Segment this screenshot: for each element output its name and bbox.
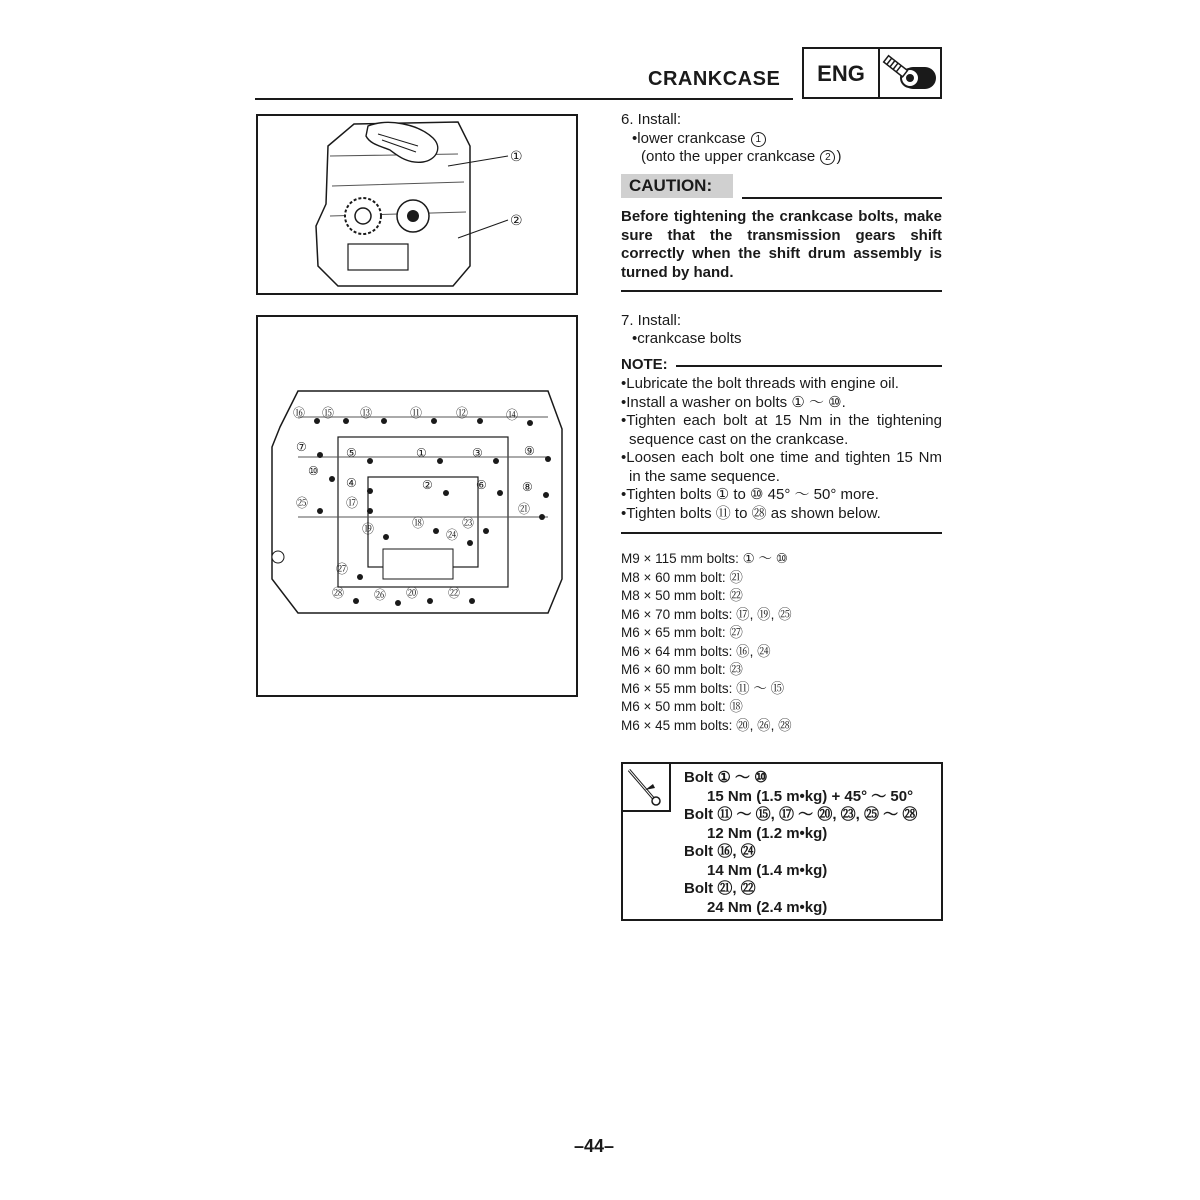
torque-value: 15 Nm (1.5 m•kg) + 45° ～ 50° — [707, 787, 914, 805]
bolt-callout: ⑳ — [406, 586, 419, 600]
ref-circle: 1 — [751, 132, 766, 147]
bolt-spec-item: M6 × 45 mm bolts: ⑳, ㉖, ㉘ — [621, 717, 792, 733]
bolt-callout: ㉑ — [518, 502, 531, 516]
caution-label: CAUTION: — [621, 174, 733, 198]
eng-badge-label: ENG — [804, 49, 880, 97]
bolt-hole-marker — [357, 574, 363, 580]
ref-circle: 2 — [820, 150, 835, 165]
bolt-hole-marker — [437, 458, 443, 464]
bolt-hole-marker — [427, 598, 433, 604]
torque-bolt-group: Bolt ⑪ ～ ⑮, ⑰ ～ ⑳, ㉓, ㉕ ～ ㉘ — [684, 806, 918, 823]
bolt-hole-marker — [395, 600, 401, 606]
bolt-hole-marker — [443, 490, 449, 496]
callout-2: ② — [510, 213, 523, 229]
bolt-hole-marker — [527, 420, 533, 426]
bolt-hole-marker — [317, 452, 323, 458]
step6-item1-text: lower crankcase — [637, 130, 746, 147]
step7-item-crankcase-bolts: •crankcase bolts — [632, 330, 742, 347]
torque-value: 12 Nm (1.2 m•kg) — [707, 824, 828, 842]
bolt-hole-marker — [314, 418, 320, 424]
torque-bolt-group: Bolt ⑯, ㉔ — [684, 843, 756, 860]
bolt-spec-item: M9 × 115 mm bolts: ① ～ ⑩ — [621, 551, 788, 566]
bolt-hole-marker — [367, 488, 373, 494]
bolt-hole-marker — [467, 540, 473, 546]
bolt-hole-marker — [431, 418, 437, 424]
note-item: •Tighten bolts ⑪ to ㉘ as shown below. — [621, 504, 881, 522]
torque-spec-lines — [684, 769, 917, 917]
bolt-hole-marker — [367, 508, 373, 514]
bolt-callout: ㉔ — [446, 528, 459, 542]
bolt-hole-marker — [497, 490, 503, 496]
caution-rule-bottom — [621, 290, 942, 292]
bolt-spec-item: M8 × 50 mm bolt: ㉒ — [621, 588, 743, 603]
note-item: •Install a washer on bolts ① ～ ⑩. — [621, 393, 846, 411]
figure-crankcase-install — [256, 114, 578, 295]
bolt-hole-marker — [543, 492, 549, 498]
bolt-callout: ㉕ — [296, 496, 309, 510]
bolt-callout: ⑤ — [346, 446, 357, 460]
note-item-text: Lubricate the bolt threads with engine oil. — [626, 375, 899, 392]
note-rule-top — [676, 365, 942, 367]
bolt-hole-marker — [317, 508, 323, 514]
torque-bolt-group: Bolt ㉑, ㉒ — [684, 880, 756, 897]
note-item: •Tighten bolts ① to ⑩ 45° ～ 50° more. — [621, 486, 879, 503]
note-item-text: Install a washer on bolts ① ～ ⑩. — [626, 393, 846, 411]
bolt-spec-item: M6 × 60 mm bolt: ㉓ — [621, 662, 743, 677]
caution-body: Before tightening the crankcase bolts, make sure that the transmission gears shift correctly when the shift drum assembly is turned by hand. — [621, 208, 942, 281]
bolt-hole-marker — [353, 598, 359, 604]
note-item-text: Loosen each bolt one time and tighten 15 Nm in the same sequence. — [626, 449, 942, 485]
step6-item2-open: (onto the upper crankcase — [641, 148, 816, 165]
bolt-hole-marker — [329, 476, 335, 482]
bolt-hole-marker — [539, 514, 545, 520]
bolt-hole-marker — [469, 598, 475, 604]
note-label: NOTE: — [621, 356, 668, 373]
bolt-callout: ⑮ — [322, 406, 335, 420]
note-item: •Lubricate the bolt threads with engine oil. — [621, 375, 899, 392]
note-item-text: Tighten bolts ⑪ to ㉘ as shown below. — [626, 504, 881, 522]
bolt-callout: ㉗ — [336, 562, 349, 576]
step7-heading: 7. Install: — [621, 312, 682, 329]
page-number: –44– — [574, 1136, 615, 1156]
bolt-callout: ⑱ — [412, 516, 425, 530]
bolt-hole-marker — [493, 458, 499, 464]
note-item-text: Tighten each bolt at 15 Nm in the tightening sequence cast on the crankcase. — [626, 412, 942, 448]
bolt-callout: ⑰ — [346, 496, 359, 510]
bolt-spec-list — [621, 550, 792, 735]
bolt-callout: ㉓ — [462, 516, 475, 530]
bolt-callout: ⑭ — [506, 408, 519, 422]
note-item: •Tighten each bolt at 15 Nm in the tightening sequence cast on the crankcase. — [621, 412, 942, 448]
torque-wrench-icon — [623, 764, 671, 812]
bolt-spec-item: M6 × 70 mm bolts: ⑰, ⑲, ㉕ — [621, 606, 792, 622]
bolt-spec-item: M6 × 50 mm bolt: ⑱ — [621, 699, 743, 714]
step6-item-lower-crankcase: •lower crankcase 1 — [632, 130, 767, 149]
bolt-callout: ⑲ — [362, 522, 375, 536]
bolt-callout: ⑯ — [293, 406, 306, 420]
bolt-callout: ⑪ — [410, 406, 423, 420]
bolt-callout: ⑦ — [296, 440, 307, 454]
bolt-callout: ㉒ — [448, 586, 461, 600]
section-title: CRANKCASE — [648, 68, 781, 90]
bolt-hole-marker — [477, 418, 483, 424]
step7-item1-text: crankcase bolts — [637, 330, 742, 347]
header-rule — [255, 98, 793, 100]
engine-wrench-icon — [880, 49, 940, 97]
bolt-hole-marker — [367, 458, 373, 464]
callout-1: ① — [510, 149, 523, 165]
torque-value: 24 Nm (2.4 m•kg) — [707, 898, 828, 916]
bolt-callout: ㉘ — [332, 586, 345, 600]
step6-item-onto-upper — [641, 148, 841, 167]
bolt-hole-marker — [343, 418, 349, 424]
bolt-spec-item: M6 × 64 mm bolts: ⑯, ㉔ — [621, 643, 771, 659]
bolt-callout: ⑫ — [456, 406, 469, 420]
bolt-hole-marker — [381, 418, 387, 424]
bolt-hole-marker — [545, 456, 551, 462]
bolt-callout: ④ — [346, 476, 357, 490]
note-item-text: Tighten bolts ① to ⑩ 45° ～ 50° more. — [626, 486, 879, 503]
note-item: •Loosen each bolt one time and tighten 15 Nm in the same sequence. — [621, 449, 942, 485]
bolt-callout: ① — [416, 446, 427, 460]
torque-spec-box — [621, 762, 943, 921]
torque-bolt-group: Bolt ① ～ ⑩ — [684, 769, 768, 786]
caution-rule-top — [742, 197, 942, 199]
bolt-callout: ⑥ — [476, 478, 487, 492]
bolt-hole-marker — [433, 528, 439, 534]
bolt-callout: ⑧ — [522, 480, 533, 494]
note-rule-bottom — [621, 532, 942, 534]
step6-heading: 6. Install: — [621, 111, 682, 128]
bolt-callout: ㉖ — [374, 588, 387, 602]
bolt-callout: ⑨ — [524, 444, 535, 458]
figure-crankcase-bolt-layout — [256, 315, 578, 697]
note-list — [621, 375, 942, 523]
torque-value: 14 Nm (1.4 m•kg) — [707, 861, 828, 879]
bolt-hole-marker — [383, 534, 389, 540]
bolt-callout: ③ — [472, 446, 483, 460]
bolt-hole-marker — [483, 528, 489, 534]
bolt-callout: ⑩ — [308, 464, 319, 478]
bolt-callout: ⑬ — [360, 406, 373, 420]
step6-item2-close: ) — [836, 148, 842, 165]
bolt-callout: ② — [422, 478, 433, 492]
bolt-spec-item: M6 × 65 mm bolt: ㉗ — [621, 625, 743, 640]
bolt-spec-item: M6 × 55 mm bolts: ⑪ ～ ⑮ — [621, 680, 785, 696]
bolt-spec-item: M8 × 60 mm bolt: ㉑ — [621, 569, 743, 585]
eng-badge — [802, 47, 942, 99]
